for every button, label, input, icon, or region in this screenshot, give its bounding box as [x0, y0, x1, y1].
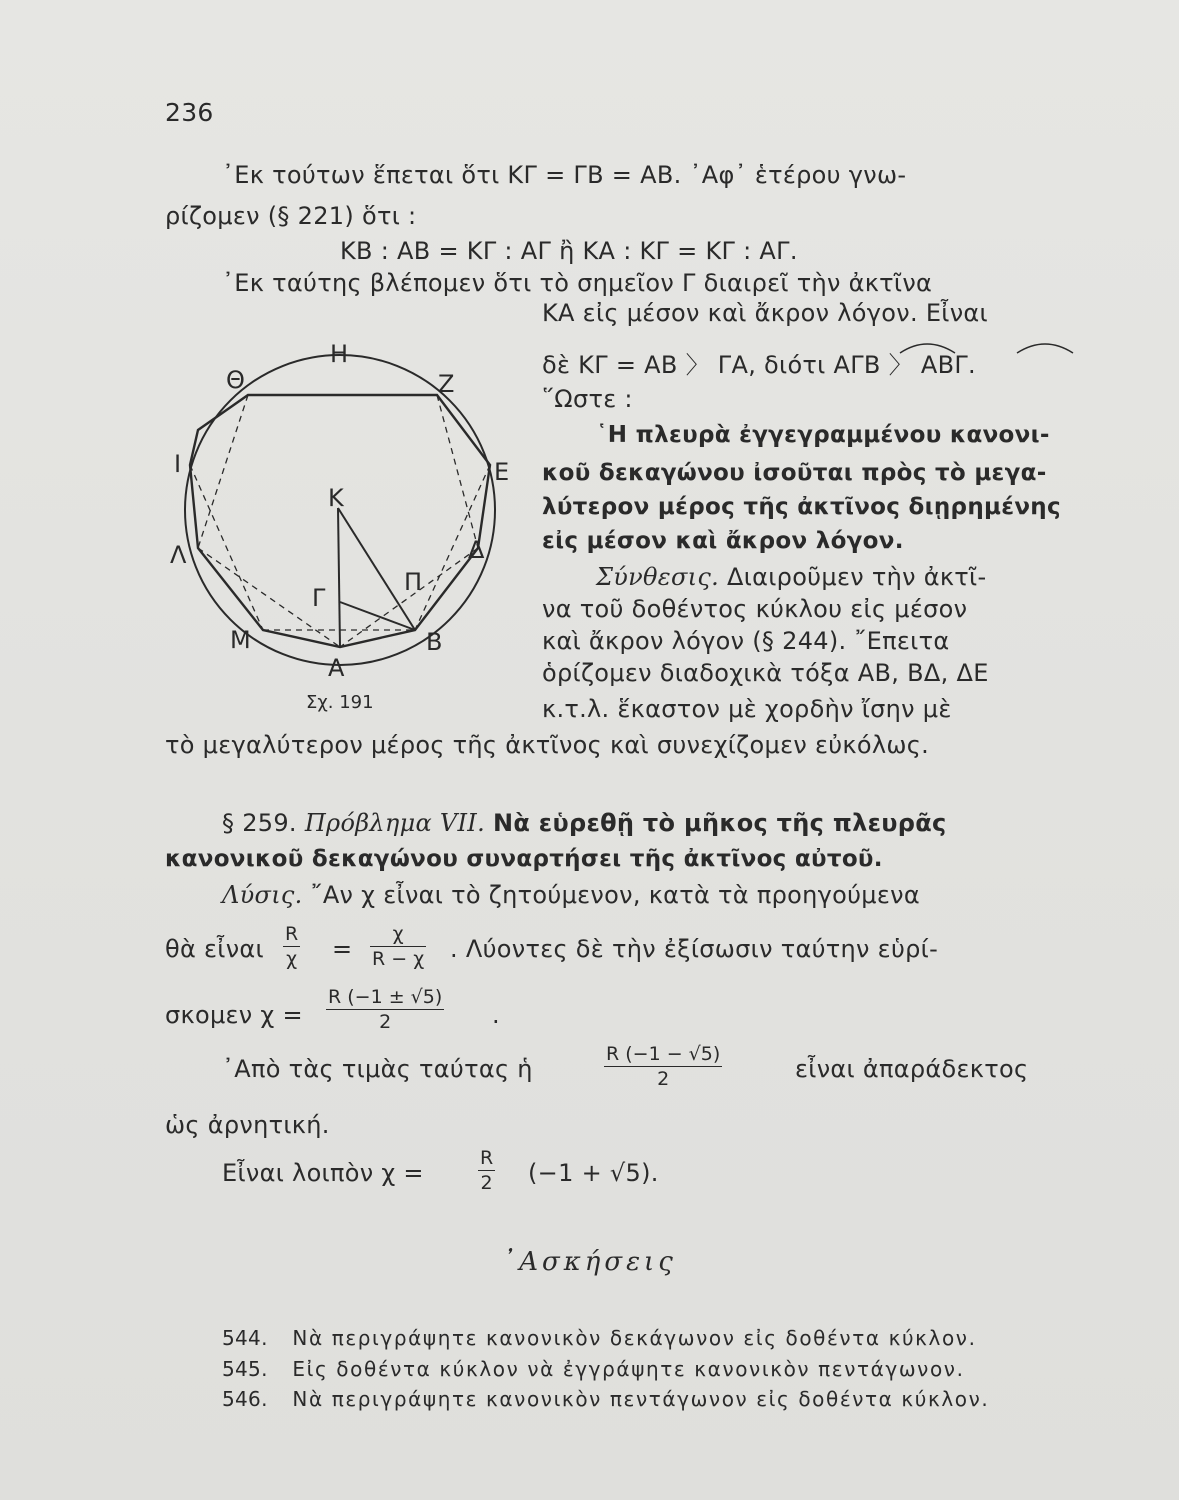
problem-label: Πρόβλημα VII.	[304, 809, 486, 837]
dashed-theta-l	[198, 395, 248, 548]
fraction-r-over-2: $\frac{R}{2}$	[480, 1147, 494, 1194]
page-number: 236	[165, 98, 214, 127]
para2-line1: ᾿Εκ ταύτης βλέπομεν ὅτι τὸ σημεῖον Γ διαιρεῖ τὴν ἀκτῖνα	[222, 269, 933, 297]
label-epsilon: Ε	[494, 458, 510, 486]
problem-title-1: Νὰ εὑρεθῇ τὸ μῆκος τῆς πλευρᾶς	[492, 809, 947, 837]
theorem-line3: λύτερον μέρος τῆς ἀκτῖνος διῃρημένης	[542, 494, 1061, 520]
label-zeta: Ζ	[438, 370, 455, 398]
angle-arc-abg	[1017, 344, 1073, 353]
fraction-r-over-x: $\frac{R}{\chi}$	[285, 923, 299, 970]
label-beta: Β	[426, 628, 443, 656]
theorem-line4: εἰς μέσον καὶ ἄκρον λόγον.	[542, 528, 904, 554]
synthesis-line4: ὁρίζομεν διαδοχικὰ τόξα ΑΒ, ΒΔ, ΔΕ	[542, 659, 989, 687]
problem-number: § 259.	[222, 809, 297, 837]
label-delta: Δ	[468, 536, 485, 564]
para2-line3: δὲ ΚΓ = ΑΒ 〉 ΓΑ, διότι ΑΓΒ 〉 ΑΒΓ.	[542, 351, 976, 379]
label-alpha: Α	[328, 654, 345, 682]
dashed-z-d	[437, 395, 478, 548]
synthesis-line2: να τοῦ δοθέντος κύκλου εἰς μέσον	[542, 595, 968, 623]
equation-ratio: ΚΒ : ΑΒ = ΚΓ : ΑΓ ἢ ΚΑ : ΚΓ = ΚΓ : ΑΓ.	[340, 237, 798, 265]
segment-gb	[340, 602, 415, 630]
fraction-roots: $\frac{R (-1 \pm √5)}{2}$	[328, 986, 443, 1033]
equals-sign: =	[332, 935, 353, 963]
para1-line1: ᾿Εκ τούτων ἕπεται ὅτι ΚΓ = ΓΒ = ΑΒ. ᾿Αφ᾿ ἑτέρου γνω-	[222, 161, 907, 189]
figure-191	[160, 330, 540, 720]
problem-title-2: κανονικοῦ δεκαγώνου συναρτήσει τῆς ἀκτῖνος αὐτοῦ.	[165, 846, 883, 872]
solution-line6-post: (−1 + √5).	[528, 1159, 659, 1187]
synthesis-line1: Σύνθεσις. Διαιροῦμεν τὴν ἀκτῖ-	[596, 563, 987, 591]
exercise-546: 546. Νὰ περιγράψητε κανονικὸν πεντάγωνον εἰς δοθέντα κύκλον.	[222, 1387, 990, 1411]
label-iota: Ι	[174, 450, 182, 478]
solution-line5: ὡς ἀρνητική.	[165, 1111, 330, 1139]
para2-line2: ΚΑ εἰς μέσον καὶ ἄκρον λόγον. Εἶναι	[542, 299, 988, 327]
para2-line4: ῞Ωστε :	[542, 385, 633, 413]
figure-caption: Σχ. 191	[306, 692, 374, 713]
exercise-544: 544. Νὰ περιγράψητε κανονικὸν δεκάγωνον εἰς δοθέντα κύκλον.	[222, 1326, 977, 1350]
solution-line2-post: . Λύοντες δὲ τὴν ἐξίσωσιν ταύτην εὑρί-	[450, 935, 939, 963]
label-theta: Θ	[226, 366, 245, 394]
fraction-x-over-r-minus-x: $\frac{\chi}{R - \chi}$	[372, 923, 425, 970]
para1-line2: ρίζομεν (§ 221) ὅτι :	[165, 202, 417, 230]
synthesis-line6: τὸ μεγαλύτερον μέρος τῆς ἀκτῖνος καὶ συνεχίζομεν εὐκόλως.	[165, 731, 930, 759]
segment-ka	[338, 508, 340, 647]
exercises-title: ᾿Ασκήσεις	[502, 1247, 677, 1277]
label-eta: Η	[330, 340, 349, 368]
solution-line4-post: εἶναι ἀπαράδεκτος	[795, 1055, 1029, 1083]
synthesis-line5: κ.τ.λ. ἕκαστον μὲ χορδὴν ἴσην μὲ	[542, 695, 952, 723]
label-pi: Π	[404, 568, 423, 596]
solution-line1: Λύσις. ῎Αν χ εἶναι τὸ ζητούμενον, κατὰ τὰ προηγούμενα	[222, 881, 920, 909]
theorem-line2: κοῦ δεκαγώνου ἰσοῦται πρὸς τὸ μεγα-	[542, 460, 1047, 486]
solution-line6-pre: Εἶναι λοιπὸν χ =	[222, 1159, 424, 1187]
angle-arc-agb	[900, 344, 955, 353]
solution-line2-pre: θὰ εἶναι	[165, 935, 264, 963]
label-mu: Μ	[230, 626, 251, 654]
dashed-i-m	[190, 465, 263, 630]
angle-arcs	[895, 337, 1085, 357]
problem-line1	[222, 808, 947, 838]
solution-line3-post: .	[492, 1001, 500, 1029]
solution-line3-pre: σκομεν χ =	[165, 1001, 303, 1029]
label-lambda: Λ	[170, 541, 187, 569]
fraction-negative-root: $\frac{R (-1 - √5)}{2}$	[606, 1043, 721, 1090]
synthesis-label: Σύνθεσις.	[596, 563, 720, 591]
solution-line4-pre: ᾿Απὸ τὰς τιμὰς ταύτας ἡ	[222, 1055, 533, 1083]
solution-label: Λύσις.	[222, 881, 303, 909]
label-gamma: Γ	[312, 584, 326, 612]
label-kappa: Κ	[328, 484, 344, 512]
theorem-line1: ῾Η πλευρὰ ἐγγεγραμμένου κανονι-	[596, 422, 1050, 448]
exercise-545: 545. Εἰς δοθέντα κύκλον νὰ ἐγγράψητε κανονικὸν πεντάγωνον.	[222, 1357, 965, 1381]
synthesis-line3: καὶ ἄκρον λόγον (§ 244). ῎Επειτα	[542, 627, 950, 655]
